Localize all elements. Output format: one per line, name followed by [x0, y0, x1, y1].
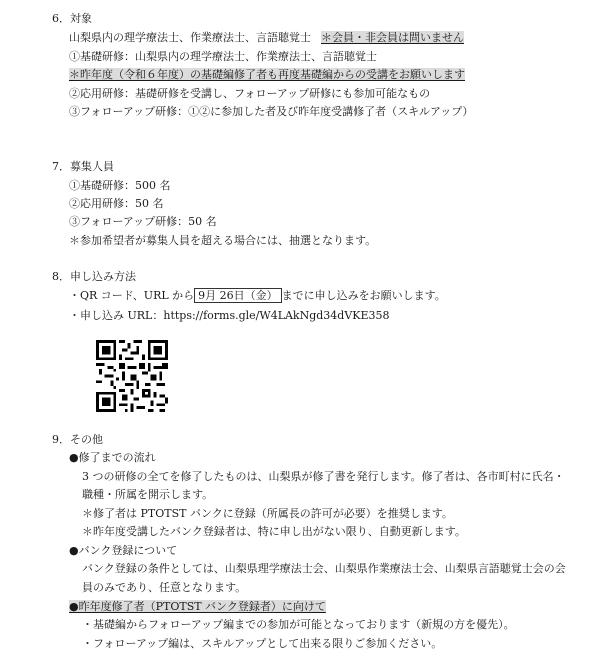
section9-sub1-line2: 職種・所属を開示します。	[82, 488, 214, 501]
section9-sub2-title: ●バンク登録について	[69, 544, 178, 557]
section8-qr-pre: ・QR コード、URL から	[69, 289, 195, 302]
section7-line3: ③フォローアップ研修：50 名	[69, 215, 217, 228]
section8-url-line[interactable]: ・申し込み URL：https://forms.gle/W4LAkNgd34dVKE358	[69, 309, 390, 322]
section6-line1-main: 山梨県内の理学療法士、作業療法士、言語聴覚士	[69, 31, 311, 44]
section8-deadline-date: 9月 26日（金）	[194, 288, 282, 303]
section6-line1-note: ＊会員・非会員は問いません	[321, 31, 464, 44]
section6-line4: ②応用研修：基礎研修を受講し、フォローアップ研修にも参加可能なもの	[69, 87, 431, 100]
section9-sub2-line2: 員のみであり、任意となります。	[82, 581, 247, 594]
qr-code-graphic	[96, 340, 168, 412]
section7-heading: 7．募集人員	[52, 160, 114, 173]
qr-code-icon[interactable]	[96, 340, 168, 412]
section9-sub1-line1: 3 つの研修の全てを修了したものは、山梨県が修了書を発行します。修了者は、各市町村に氏名・	[82, 470, 565, 483]
section6-line3	[69, 68, 465, 82]
section6-line5: ③フォローアップ研修：①②に参加した者及び昨年度受講修了者（スキルアップ）	[69, 105, 474, 118]
section9-heading: 9．その他	[52, 433, 103, 446]
section9-sub1-title: ●修了までの流れ	[69, 451, 156, 464]
section8-heading: 8．申し込み方法	[52, 270, 136, 283]
section9-sub2-line1: バンク登録の条件としては、山梨県理学療法士会、山梨県作業療法士会、山梨県言語聴覚士会の会	[82, 562, 566, 575]
section8-qr-post: までに申し込みをお願いします。	[281, 289, 446, 302]
section6-line1	[69, 31, 464, 45]
section9-sub1-line4: ＊昨年度受講したバンク登録者は、特に申し出がない限り、自動更新します。	[82, 525, 466, 538]
section9-sub3-title-text: ●昨年度修了者（PTOTST バンク登録者）に向けて	[69, 600, 326, 613]
section9-sub1-line3: ＊修了者は PTOTST バンクに登録（所属長の許可が必要）を推奨します。	[82, 507, 453, 520]
section6-line3-text: ＊昨年度（令和６年度）の基礎編修了者も再度基礎編からの受講をお願いします	[69, 68, 465, 81]
section9-sub3-title	[69, 600, 326, 614]
section7-line4: ＊参加希望者が募集人員を超える場合には、抽選となります。	[69, 234, 377, 247]
section6-heading: 6．対象	[52, 12, 92, 25]
section7-line1: ①基礎研修：500 名	[69, 179, 171, 192]
section9-sub3-line1: ・基礎編からフォローアップ編までの参加が可能となっております（新規の方を優先）。	[82, 618, 515, 631]
section7-line2: ②応用研修：50 名	[69, 197, 164, 210]
section9-sub3-line2: ・フォローアップ編は、スキルアップとして出来る限りご参加ください。	[82, 637, 443, 650]
section8-qr-line	[69, 289, 446, 303]
section6-line2: ①基礎研修：山梨県内の理学療法士、作業療法士、言語聴覚士	[69, 50, 377, 63]
